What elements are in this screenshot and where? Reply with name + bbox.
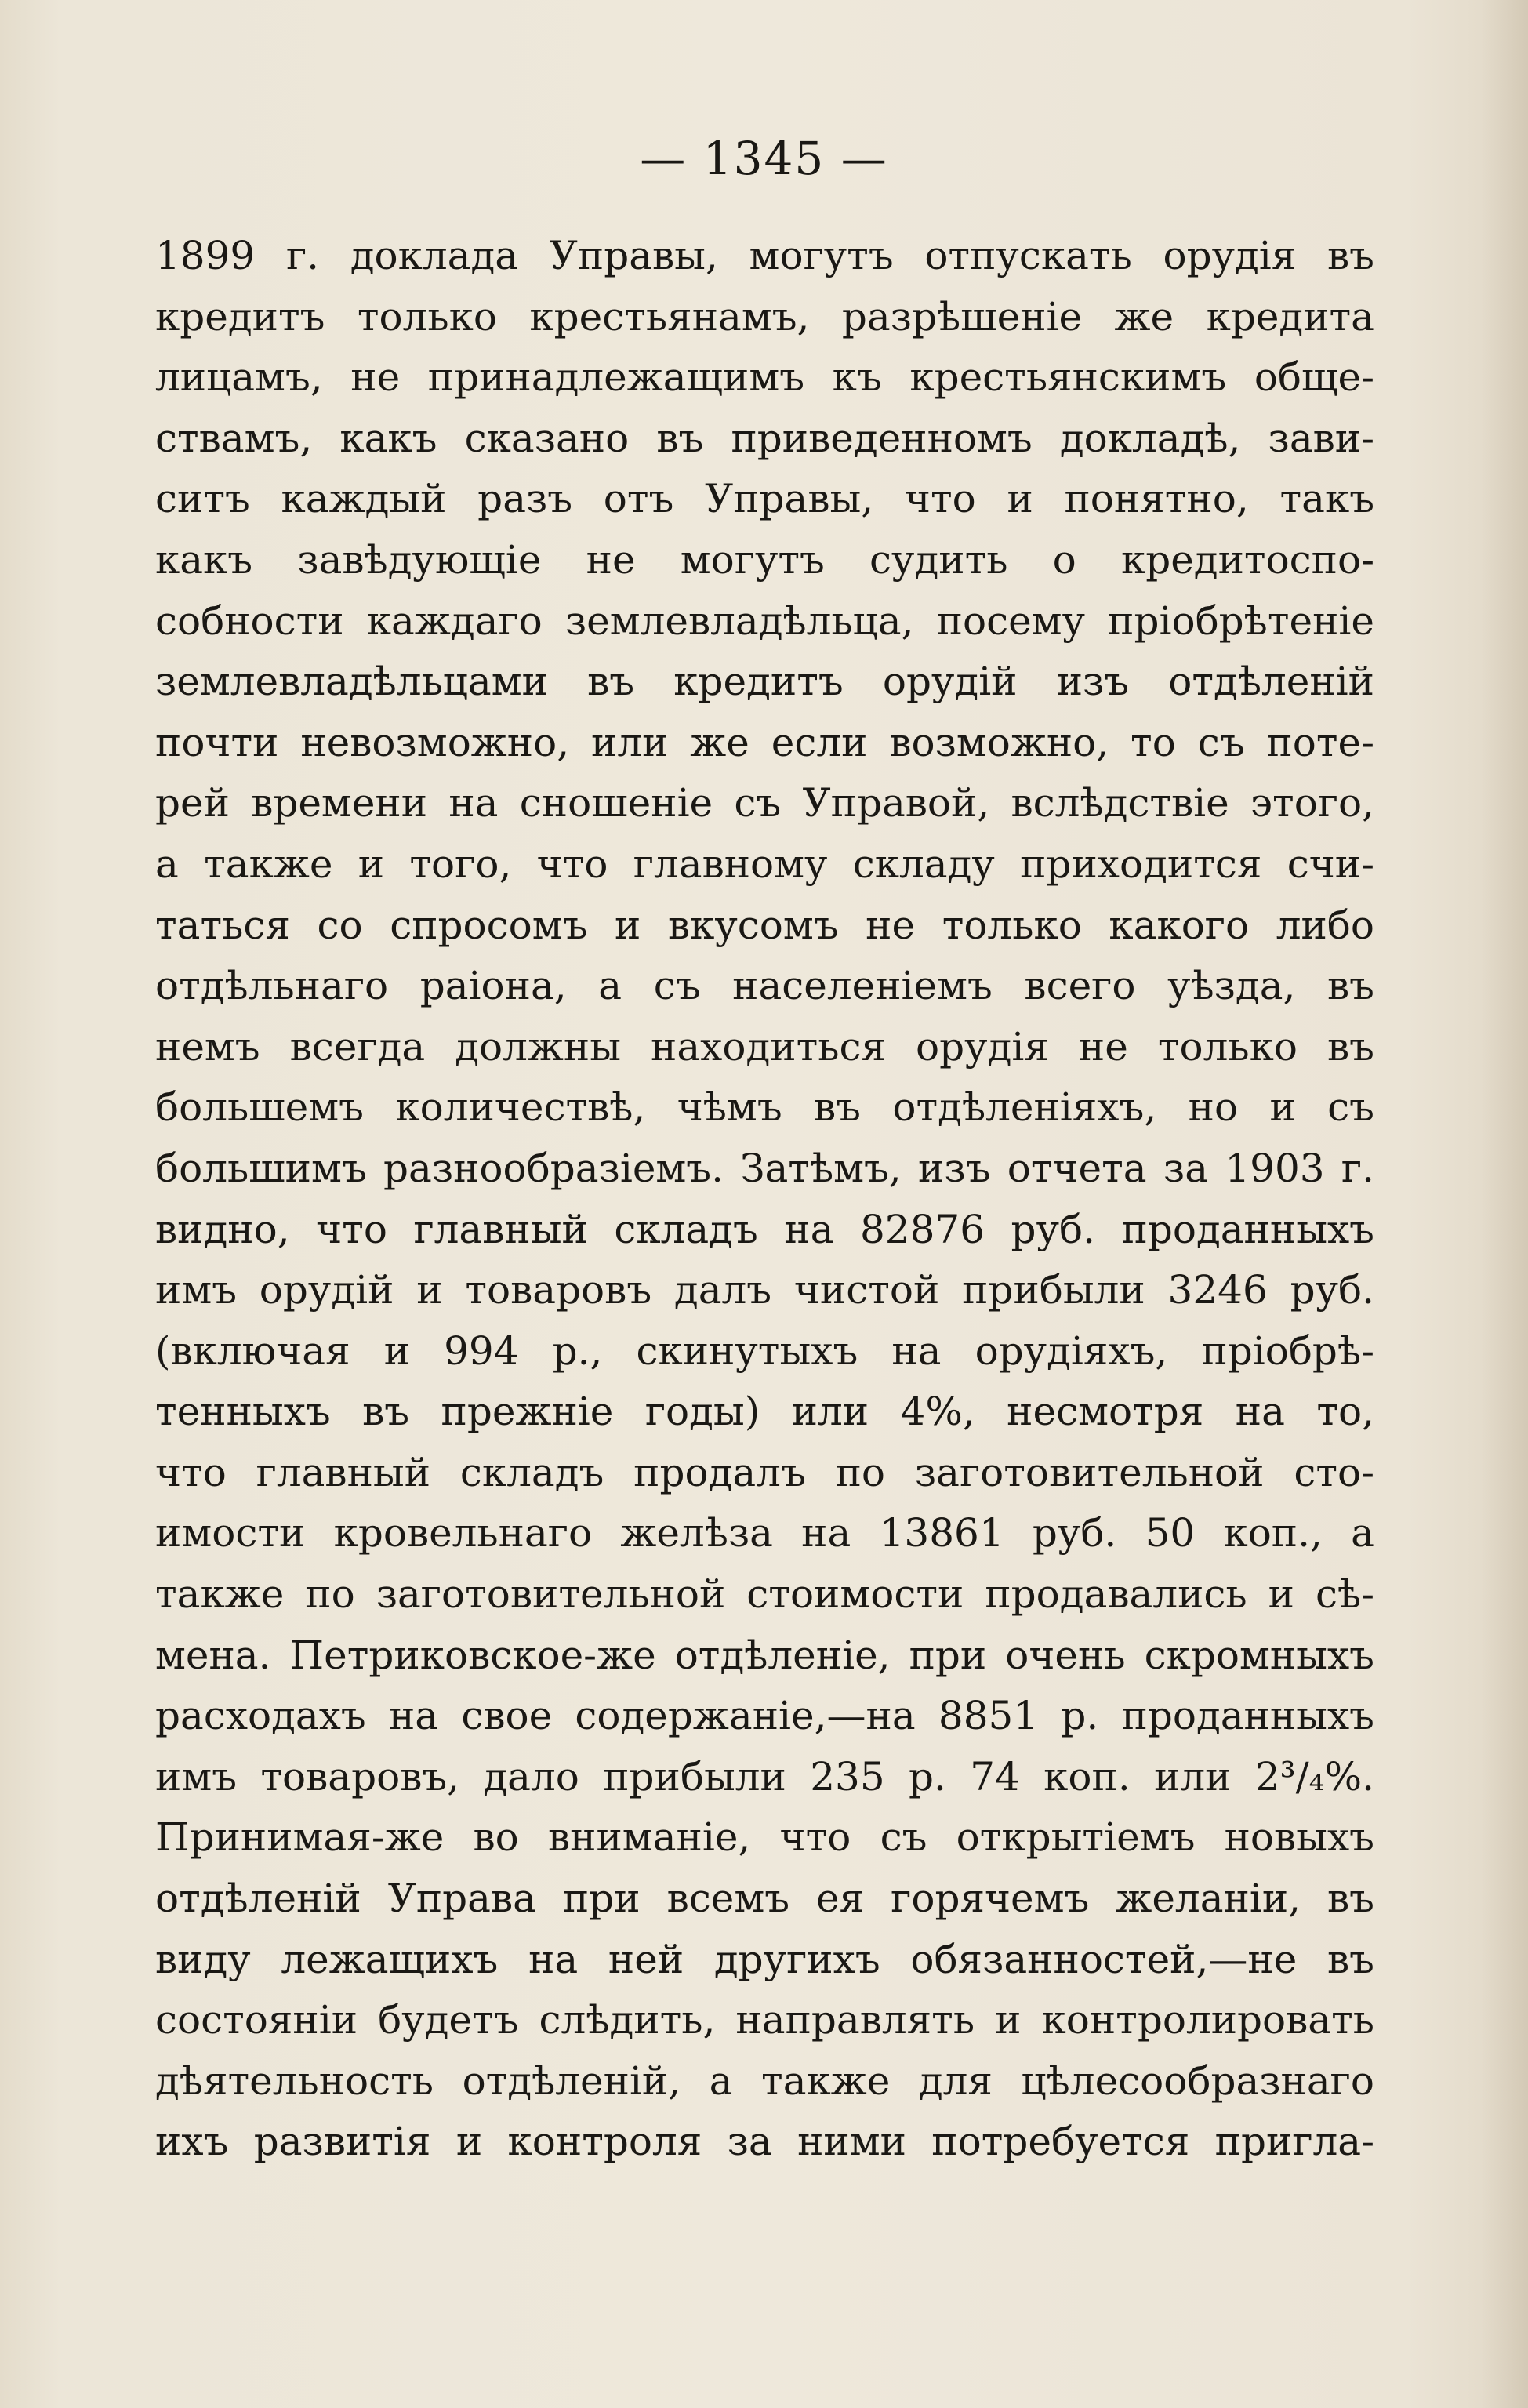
page-number: — 1345 — [640, 132, 888, 185]
text-line: кредитъ только крестьянамъ, разрѣшеніе же кредита [155, 293, 1374, 340]
text-line: отдѣленій Управа при всемъ ея горячемъ желаніи, въ [155, 1876, 1374, 1922]
text-line: какъ завѣдующіе не могутъ судить о кредитоспо- [155, 536, 1374, 583]
text-line: отдѣльнаго раіона, а съ населеніемъ всего уѣзда, въ [155, 963, 1374, 1009]
page-edge-shadow [1481, 0, 1528, 2408]
text-line: немъ всегда должны находиться орудія не только въ [155, 1023, 1374, 1070]
text-line: имъ товаровъ, дало прибыли 235 р. 74 коп. или 2³/₄%. [155, 1753, 1374, 1800]
text-line: 1899 г. доклада Управы, могутъ отпускать орудія въ [155, 233, 1374, 278]
text-line: почти невозможно, или же если возможно, то съ поте- [155, 719, 1374, 765]
text-line: а также и того, что главному складу приходится счи- [155, 841, 1374, 887]
text-line: также по заготовительной стоимости продавались и сѣ- [155, 1571, 1374, 1618]
text-line: дѣятельность отдѣленій, а также для цѣлесообразнаго [155, 2058, 1374, 2104]
text-line: ихъ развитія и контроля за ними потребуется пригла- [155, 2119, 1374, 2165]
text-line: имъ орудій и товаровъ далъ чистой прибыли 3246 руб. [155, 1267, 1374, 1313]
text-line: видно, что главный складъ на 82876 руб. проданныхъ [155, 1206, 1374, 1252]
text-line: таться со спросомъ и вкусомъ не только какого либо [155, 902, 1374, 948]
text-line: рей времени на сношеніе съ Управой, вслѣдствіе этого, [155, 780, 1374, 826]
text-line: ситъ каждый разъ отъ Управы, что и понятно, такъ [155, 476, 1374, 522]
text-line: расходахъ на свое содержаніе,—на 8851 р. проданныхъ [155, 1693, 1374, 1739]
text-line: что главный складъ продалъ по заготовительной сто- [155, 1449, 1374, 1495]
text-line: большемъ количествѣ, чѣмъ въ отдѣленіяхъ, но и съ [155, 1084, 1374, 1131]
text-line: ствамъ, какъ сказано въ приведенномъ докладѣ, зави- [155, 415, 1374, 461]
text-line: имости кровельнаго желѣза на 13861 руб. 50 коп., а [155, 1510, 1374, 1556]
text-line: тенныхъ въ прежніе годы) или 4%, несмотря на то, [155, 1389, 1374, 1435]
text-line: Принимая-же во вниманіе, что съ открытіемъ новыхъ [155, 1814, 1374, 1861]
text-line: лицамъ, не принадлежащимъ къ крестьянскимъ обще- [155, 354, 1374, 401]
text-line: виду лежащихъ на ней другихъ обязанностей,—не въ [155, 1936, 1374, 1982]
text-line: землевладѣльцами въ кредитъ орудій изъ отдѣленій [155, 659, 1374, 705]
body-text [155, 226, 1374, 2173]
text-line: собности каждаго землевладѣльца, посему пріобрѣтеніе [155, 597, 1374, 644]
text-line: (включая и 994 р., скинутыхъ на орудіяхъ, пріобрѣ- [155, 1327, 1374, 1374]
text-line: состояніи будетъ слѣдить, направлять и контролировать [155, 1997, 1374, 2043]
text-line: мена. Петриковское-же отдѣленіе, при очень скромныхъ [155, 1632, 1374, 1678]
text-line: большимъ разнообразіемъ. Затѣмъ, изъ отчета за 1903 г. [155, 1145, 1374, 1191]
